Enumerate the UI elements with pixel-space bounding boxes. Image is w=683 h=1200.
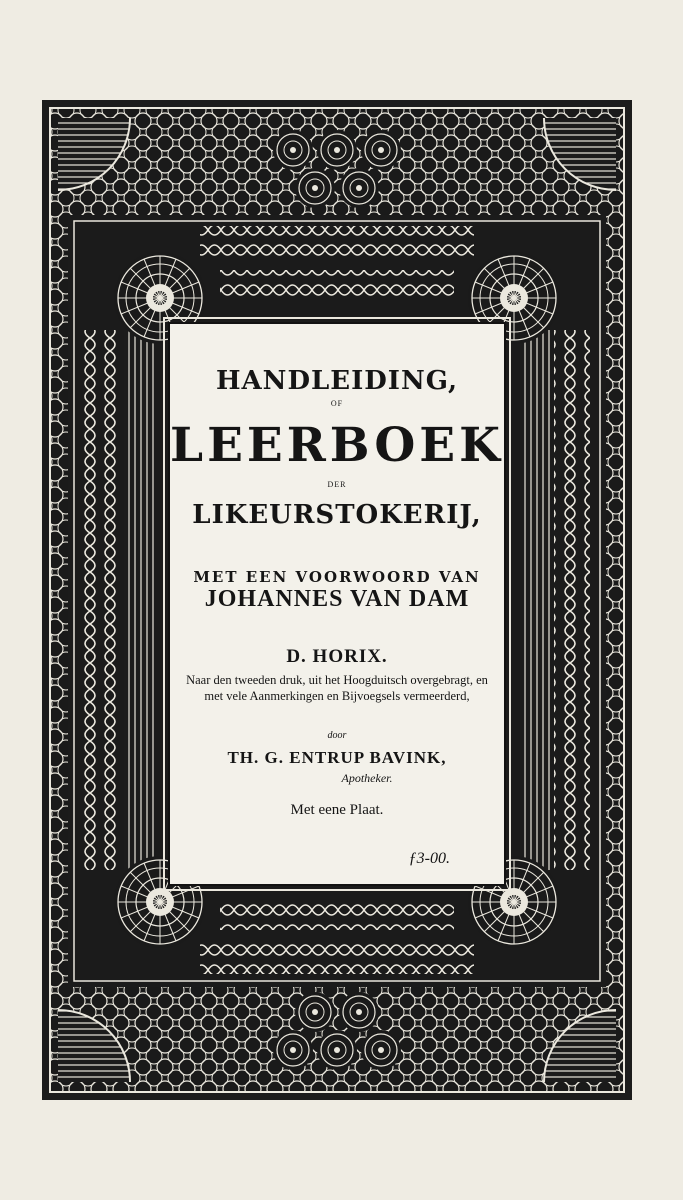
title-panel — [168, 322, 506, 886]
translator-profession: Apotheker. — [341, 771, 393, 785]
plate-note: Met eene Plaat. — [290, 802, 384, 818]
title-line-handleiding: HANDLEIDING, — [215, 366, 459, 396]
main-title: LEERBOEK — [170, 418, 504, 473]
translator-name: TH. G. ENTRUP BAVINK, — [227, 748, 447, 767]
preface-author: JOHANNES VAN DAM — [204, 586, 470, 612]
by-label: door — [327, 730, 347, 741]
connector-of: OF — [330, 399, 344, 408]
title-line-likeurstokerij: LIKEURSTOKERIJ, — [192, 500, 482, 530]
edition-description: Naar den tweeden druk, uit het Hoogduitsch overgebragt, en met vele Aanmerkingen en Bijvoegsels vermeerderd, — [186, 673, 488, 703]
connector-der: DER — [327, 480, 347, 489]
preface-line: MET EEN VOORWOORD VAN — [193, 568, 481, 586]
price-label: ƒ3-00. — [408, 850, 450, 867]
author-name: D. HORIX. — [286, 646, 388, 667]
